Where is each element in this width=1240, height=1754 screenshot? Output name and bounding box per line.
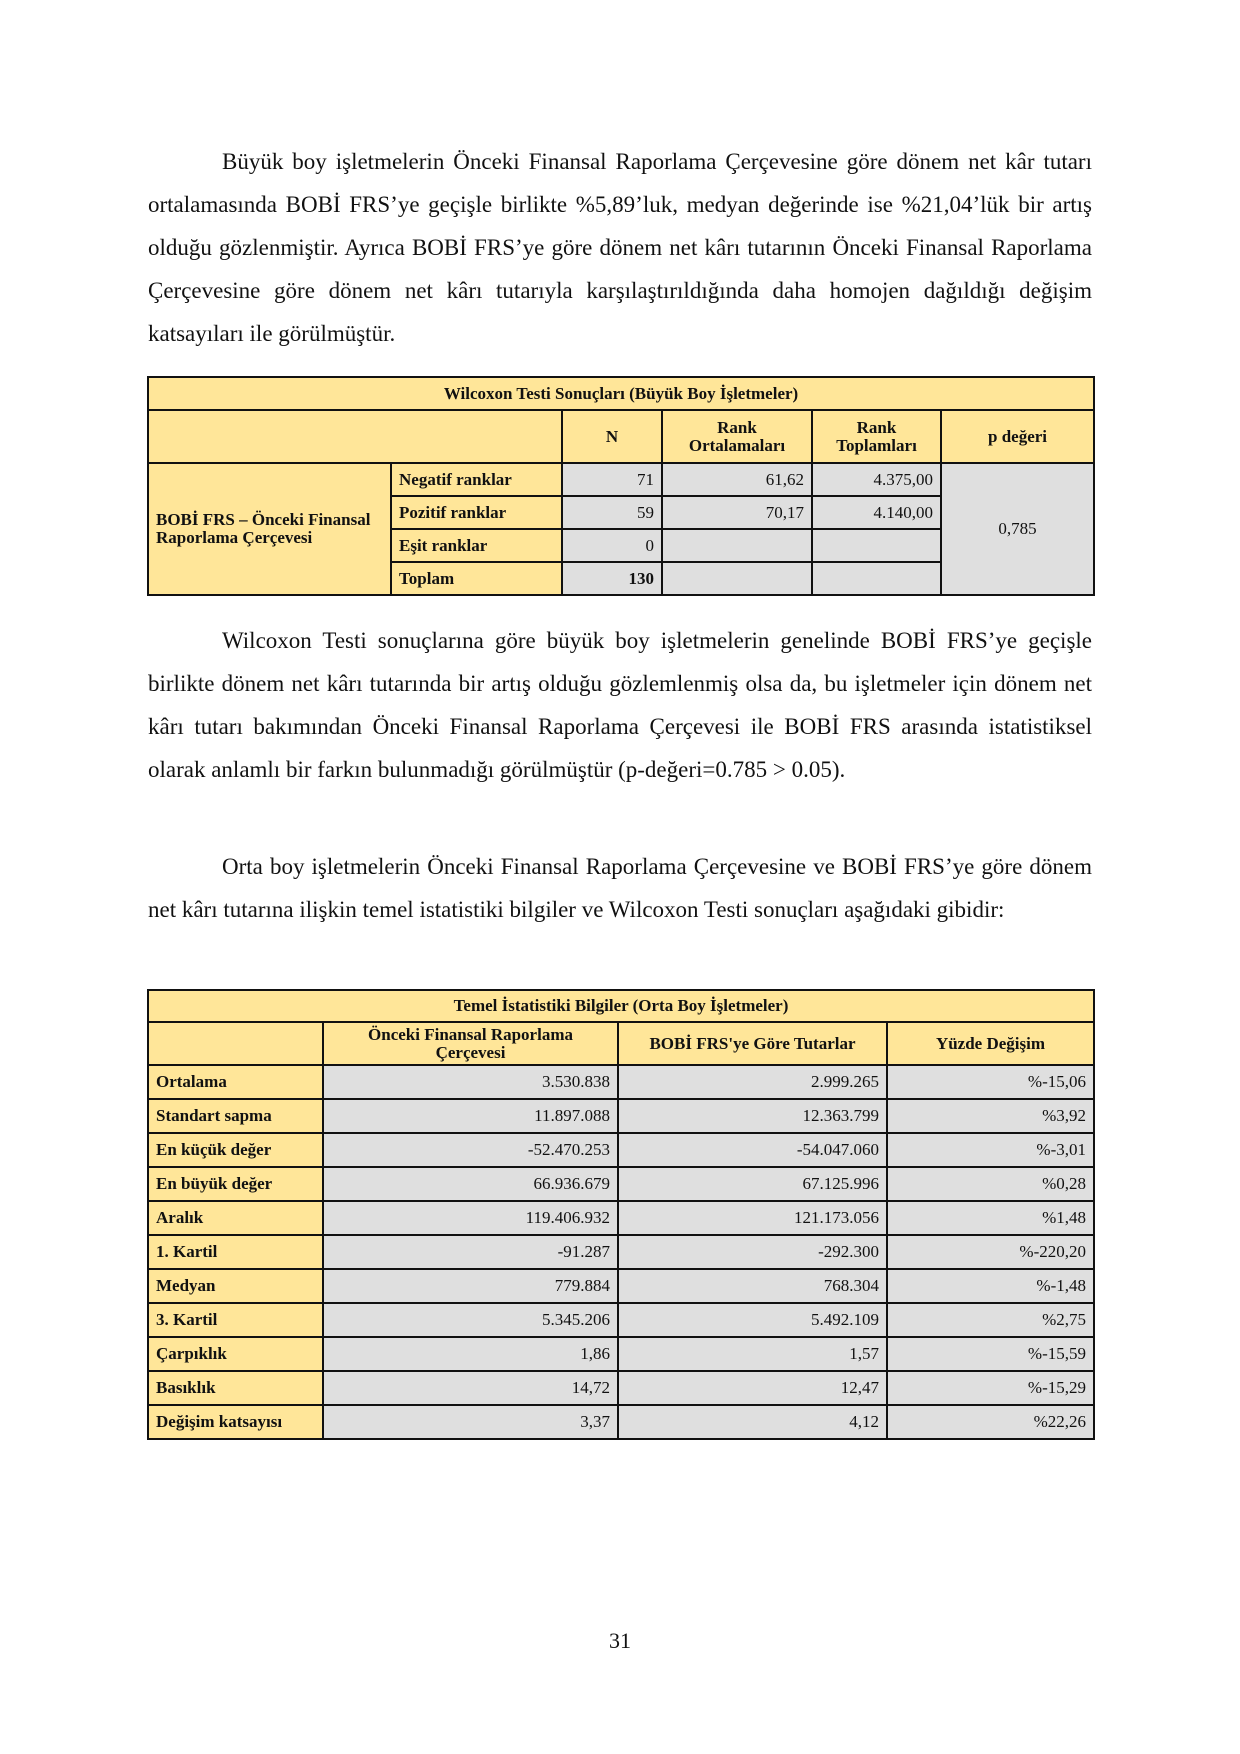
row-label: 1. Kartil — [148, 1235, 323, 1269]
paragraph-text: Büyük boy işletmelerin Önceki Finansal Raporlama Çerçevesine göre dönem net kâr tutarı ortalamasında BOBİ FRS’ye geçişle birlikte %5,89’luk, medyan değerinde ise %21,04’lük bir artış olduğu gözlenmiştir. Ayrıca BOBİ FRS’ye göre dönem net kârı tutarının Önceki Finansal Raporlama Çerçevesine göre dönem net kârı tutarıyla karşılaştırıldığında daha homojen dağıldığı değişim katsayıları ile görülmüştür. — [148, 149, 1092, 346]
page-number: 31 — [609, 1628, 631, 1653]
paragraph-wilcoxon-interpretation — [148, 619, 1092, 791]
table-row — [148, 1065, 1094, 1099]
cell-bobi: 2.999.265 — [618, 1065, 887, 1099]
table-row — [148, 463, 1094, 496]
cell-rank-mean: 61,62 — [662, 463, 812, 496]
cell-previous: -91.287 — [323, 1235, 618, 1269]
cell-previous: 779.884 — [323, 1269, 618, 1303]
cell-bobi: 1,57 — [618, 1337, 887, 1371]
cell-rank-sum: 4.140,00 — [812, 496, 941, 529]
cell-change: %1,48 — [887, 1201, 1094, 1235]
cell-rank-mean — [662, 562, 812, 595]
row-label: Aralık — [148, 1201, 323, 1235]
cell-rank-sum — [812, 529, 941, 562]
cell-previous: 3,37 — [323, 1405, 618, 1439]
cell-previous: -52.470.253 — [323, 1133, 618, 1167]
cell-change: %-15,29 — [887, 1371, 1094, 1405]
header-n: N — [562, 410, 662, 463]
table-row — [148, 1167, 1094, 1201]
cell-change: %3,92 — [887, 1099, 1094, 1133]
table-row — [148, 1201, 1094, 1235]
group-label: BOBİ FRS – Önceki Finansal Raporlama Çerçevesi — [148, 463, 391, 595]
cell-bobi: -54.047.060 — [618, 1133, 887, 1167]
cell-rank-mean: 70,17 — [662, 496, 812, 529]
header-rank-sum: Rank Toplamları — [812, 410, 941, 463]
cell-n: 0 — [562, 529, 662, 562]
paragraph-large-firms-summary — [148, 140, 1092, 355]
cell-bobi: 4,12 — [618, 1405, 887, 1439]
cell-n: 71 — [562, 463, 662, 496]
cell-change: %-220,20 — [887, 1235, 1094, 1269]
header-blank — [148, 410, 562, 463]
cell-rank-mean — [662, 529, 812, 562]
header-previous-framework: Önceki Finansal Raporlama Çerçevesi — [323, 1022, 618, 1065]
row-label: Ortalama — [148, 1065, 323, 1099]
cell-bobi: 5.492.109 — [618, 1303, 887, 1337]
cell-rank-sum: 4.375,00 — [812, 463, 941, 496]
table-row — [148, 1337, 1094, 1371]
row-label: Çarpıklık — [148, 1337, 323, 1371]
paragraph-text: Wilcoxon Testi sonuçlarına göre büyük boy işletmelerin genelinde BOBİ FRS’ye geçişle birlikte dönem net kârı tutarında bir artış olduğu gözlemlenmiş olsa da, bu işletmeler için dönem net kârı tutarı bakımından Önceki Finansal Raporlama Çerçevesi ile BOBİ FRS arasında istatistiksel olarak anlamlı bir farkın bulunmadığı görülmüştür (p-değeri=0.785 > 0.05). — [148, 628, 1092, 782]
paragraph-text: Orta boy işletmelerin Önceki Finansal Raporlama Çerçevesine ve BOBİ FRS’ye göre dönem net kârı tutarına ilişkin temel istatistiki bilgiler ve Wilcoxon Testi sonuçları aşağıdaki gibidir: — [148, 854, 1092, 922]
cell-bobi: -292.300 — [618, 1235, 887, 1269]
row-label: Medyan — [148, 1269, 323, 1303]
row-label: Standart sapma — [148, 1099, 323, 1133]
cell-n: 59 — [562, 496, 662, 529]
table-row — [148, 1235, 1094, 1269]
row-label: 3. Kartil — [148, 1303, 323, 1337]
row-label: Eşit ranklar — [391, 529, 562, 562]
header-bobi-amounts: BOBİ FRS'ye Göre Tutarlar — [618, 1022, 887, 1065]
table-row — [148, 1269, 1094, 1303]
wilcoxon-table-large-firms — [147, 376, 1095, 596]
cell-previous: 3.530.838 — [323, 1065, 618, 1099]
stats-table-medium-firms — [147, 989, 1095, 1440]
cell-previous: 1,86 — [323, 1337, 618, 1371]
cell-previous: 119.406.932 — [323, 1201, 618, 1235]
cell-p-value: 0,785 — [941, 463, 1094, 595]
cell-previous: 5.345.206 — [323, 1303, 618, 1337]
cell-change: %-15,59 — [887, 1337, 1094, 1371]
cell-bobi: 121.173.056 — [618, 1201, 887, 1235]
table-title: Temel İstatistiki Bilgiler (Orta Boy İşletmeler) — [148, 990, 1094, 1022]
table-row — [148, 1303, 1094, 1337]
row-label: Negatif ranklar — [391, 463, 562, 496]
header-blank — [148, 1022, 323, 1065]
cell-previous: 66.936.679 — [323, 1167, 618, 1201]
cell-change: %2,75 — [887, 1303, 1094, 1337]
paragraph-medium-firms-intro — [148, 845, 1092, 931]
cell-previous: 14,72 — [323, 1371, 618, 1405]
row-label: En büyük değer — [148, 1167, 323, 1201]
table-row — [148, 1133, 1094, 1167]
cell-bobi: 768.304 — [618, 1269, 887, 1303]
table-row — [148, 1405, 1094, 1439]
cell-rank-sum — [812, 562, 941, 595]
cell-bobi: 12,47 — [618, 1371, 887, 1405]
row-label: Basıklık — [148, 1371, 323, 1405]
header-p-value: p değeri — [941, 410, 1094, 463]
table-row — [148, 1371, 1094, 1405]
cell-change: %-15,06 — [887, 1065, 1094, 1099]
header-rank-mean: Rank Ortalamaları — [662, 410, 812, 463]
table-title: Wilcoxon Testi Sonuçları (Büyük Boy İşletmeler) — [148, 377, 1094, 410]
cell-n: 130 — [562, 562, 662, 595]
cell-bobi: 12.363.799 — [618, 1099, 887, 1133]
cell-change: %-1,48 — [887, 1269, 1094, 1303]
row-label: Değişim katsayısı — [148, 1405, 323, 1439]
cell-change: %22,26 — [887, 1405, 1094, 1439]
cell-change: %0,28 — [887, 1167, 1094, 1201]
cell-change: %-3,01 — [887, 1133, 1094, 1167]
table-row — [148, 1099, 1094, 1133]
row-label: En küçük değer — [148, 1133, 323, 1167]
row-label: Pozitif ranklar — [391, 496, 562, 529]
row-label: Toplam — [391, 562, 562, 595]
cell-previous: 11.897.088 — [323, 1099, 618, 1133]
cell-bobi: 67.125.996 — [618, 1167, 887, 1201]
header-percent-change: Yüzde Değişim — [887, 1022, 1094, 1065]
